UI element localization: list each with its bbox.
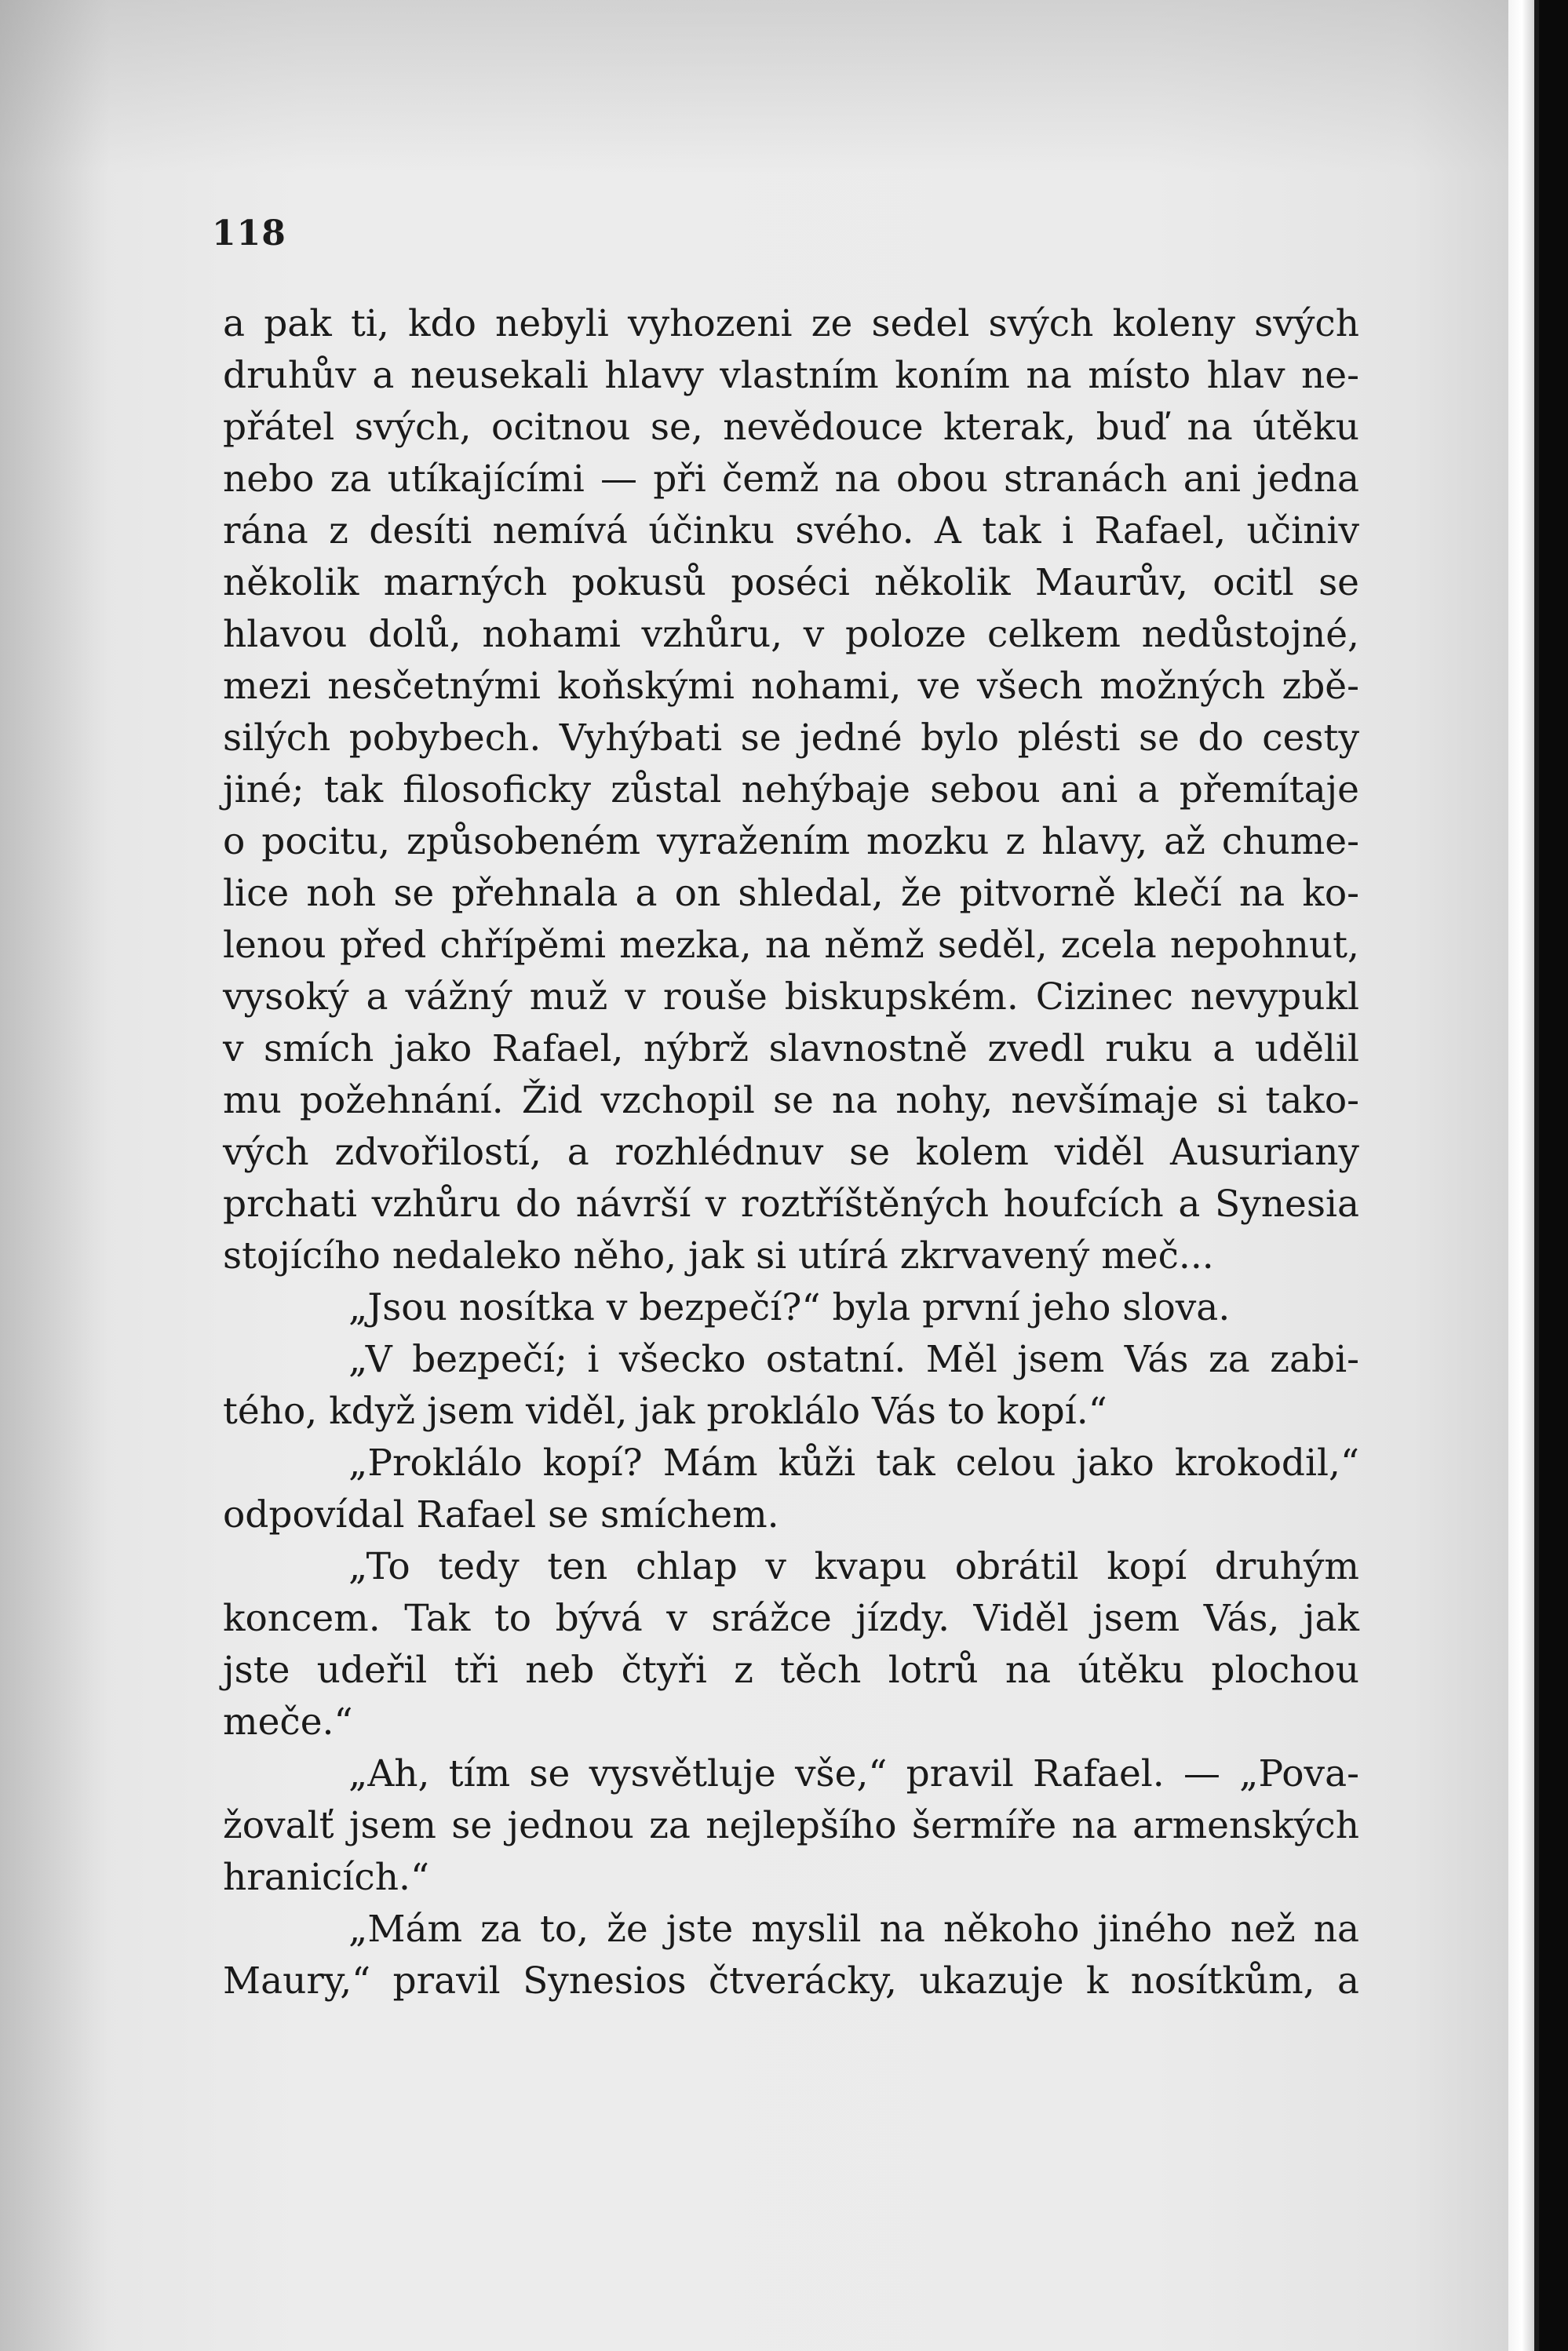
text-line: lenou před chřípěmi mezka, na němž seděl, zcela nepohnut, [223,924,1359,967]
text-line: hranicích.“ [223,1856,429,1899]
text-line: prchati vzhůru do návrší v roztříštěných houfcích a Synesia [223,1183,1359,1226]
text-line: druhův a neusekali hlavy vlastním koním na místo hlav ne- [223,354,1359,397]
text-line: lice noh se přehnala a on shledal, že pitvorně klečí na ko- [223,872,1359,915]
text-line: „Mám za to, že jste myslil na někoho jiného než na [348,1908,1359,1951]
page-number: 118 [212,213,286,253]
text-line: tého, když jsem viděl, jak proklálo Vás to kopí.“ [223,1390,1107,1433]
text-line: „Ah, tím se vysvětluje vše,“ pravil Rafael. — „Pova- [348,1752,1359,1795]
text-line: a pak ti, kdo nebyli vyhozeni ze sedel svých koleny svých [223,302,1359,345]
text-line: několik marných pokusů poséci několik Maurův, ocitl se [223,561,1359,604]
text-line: vysoký a vážný muž v rouše biskupském. Cizinec nevypukl [223,975,1359,1019]
text-line: jiné; tak filosoficky zůstal nehýbaje sebou ani a přemítaje [223,768,1359,811]
text-line: mu požehnání. Žid vzchopil se na nohy, nevšímaje si tako- [223,1079,1359,1122]
page-shadow-left [0,0,110,2351]
text-line: nebo za utíkajícími — při čemž na obou stranách ani jedna [223,457,1359,501]
text-line: o pocitu, způsobeném vyražením mozku z hlavy, až chume- [223,820,1359,863]
text-line: odpovídal Rafael se smíchem. [223,1493,779,1536]
text-line: Maury,“ pravil Synesios čtverácky, ukazuje k nosítkům, a [223,1959,1359,2003]
scan-border [1539,0,1568,2351]
text-line: hlavou dolů, nohami vzhůru, v poloze celkem nedůstojné, [223,613,1359,656]
text-line: „Jsou nosítka v bezpečí?“ byla první jeho slova. [348,1286,1231,1329]
text-line: vých zdvořilostí, a rozhlédnuv se kolem viděl Ausuriany [223,1131,1359,1174]
text-line: žovalť jsem se jednou za nejlepšího šermíře na armenských [223,1804,1359,1847]
text-line: meče.“ [223,1700,353,1744]
page-shadow-top [0,0,1534,173]
text-line: „Proklálo kopí? Mám kůži tak celou jako krokodil,“ [348,1442,1359,1485]
text-line: mezi nesčetnými koňskými nohami, ve všech možných zbě- [223,665,1359,708]
text-line: přátel svých, ocitnou se, nevědouce kterak, buď na útěku [223,406,1359,449]
page-edge-highlight [1508,0,1534,2351]
text-line: koncem. Tak to bývá v srážce jízdy. Viděl jsem Vás, jak [223,1597,1359,1640]
text-line: „V bezpečí; i všecko ostatní. Měl jsem Vás za zabi- [348,1338,1359,1381]
text-line: v smích jako Rafael, nýbrž slavnostně zvedl ruku a udělil [223,1027,1359,1070]
text-line: stojícího nedaleko něho, jak si utírá zkrvavený meč... [223,1234,1214,1278]
text-line: silých pobybech. Vyhýbati se jedné bylo plésti se do cesty [223,716,1359,760]
text-line: rána z desíti nemívá účinku svého. A tak i Rafael, učiniv [223,509,1359,552]
text-line: „To tedy ten chlap v kvapu obrátil kopí druhým [348,1545,1359,1588]
text-line: jste udeřil tři neb čtyři z těch lotrů na útěku plochou [223,1649,1359,1692]
body-text [223,298,1359,2007]
